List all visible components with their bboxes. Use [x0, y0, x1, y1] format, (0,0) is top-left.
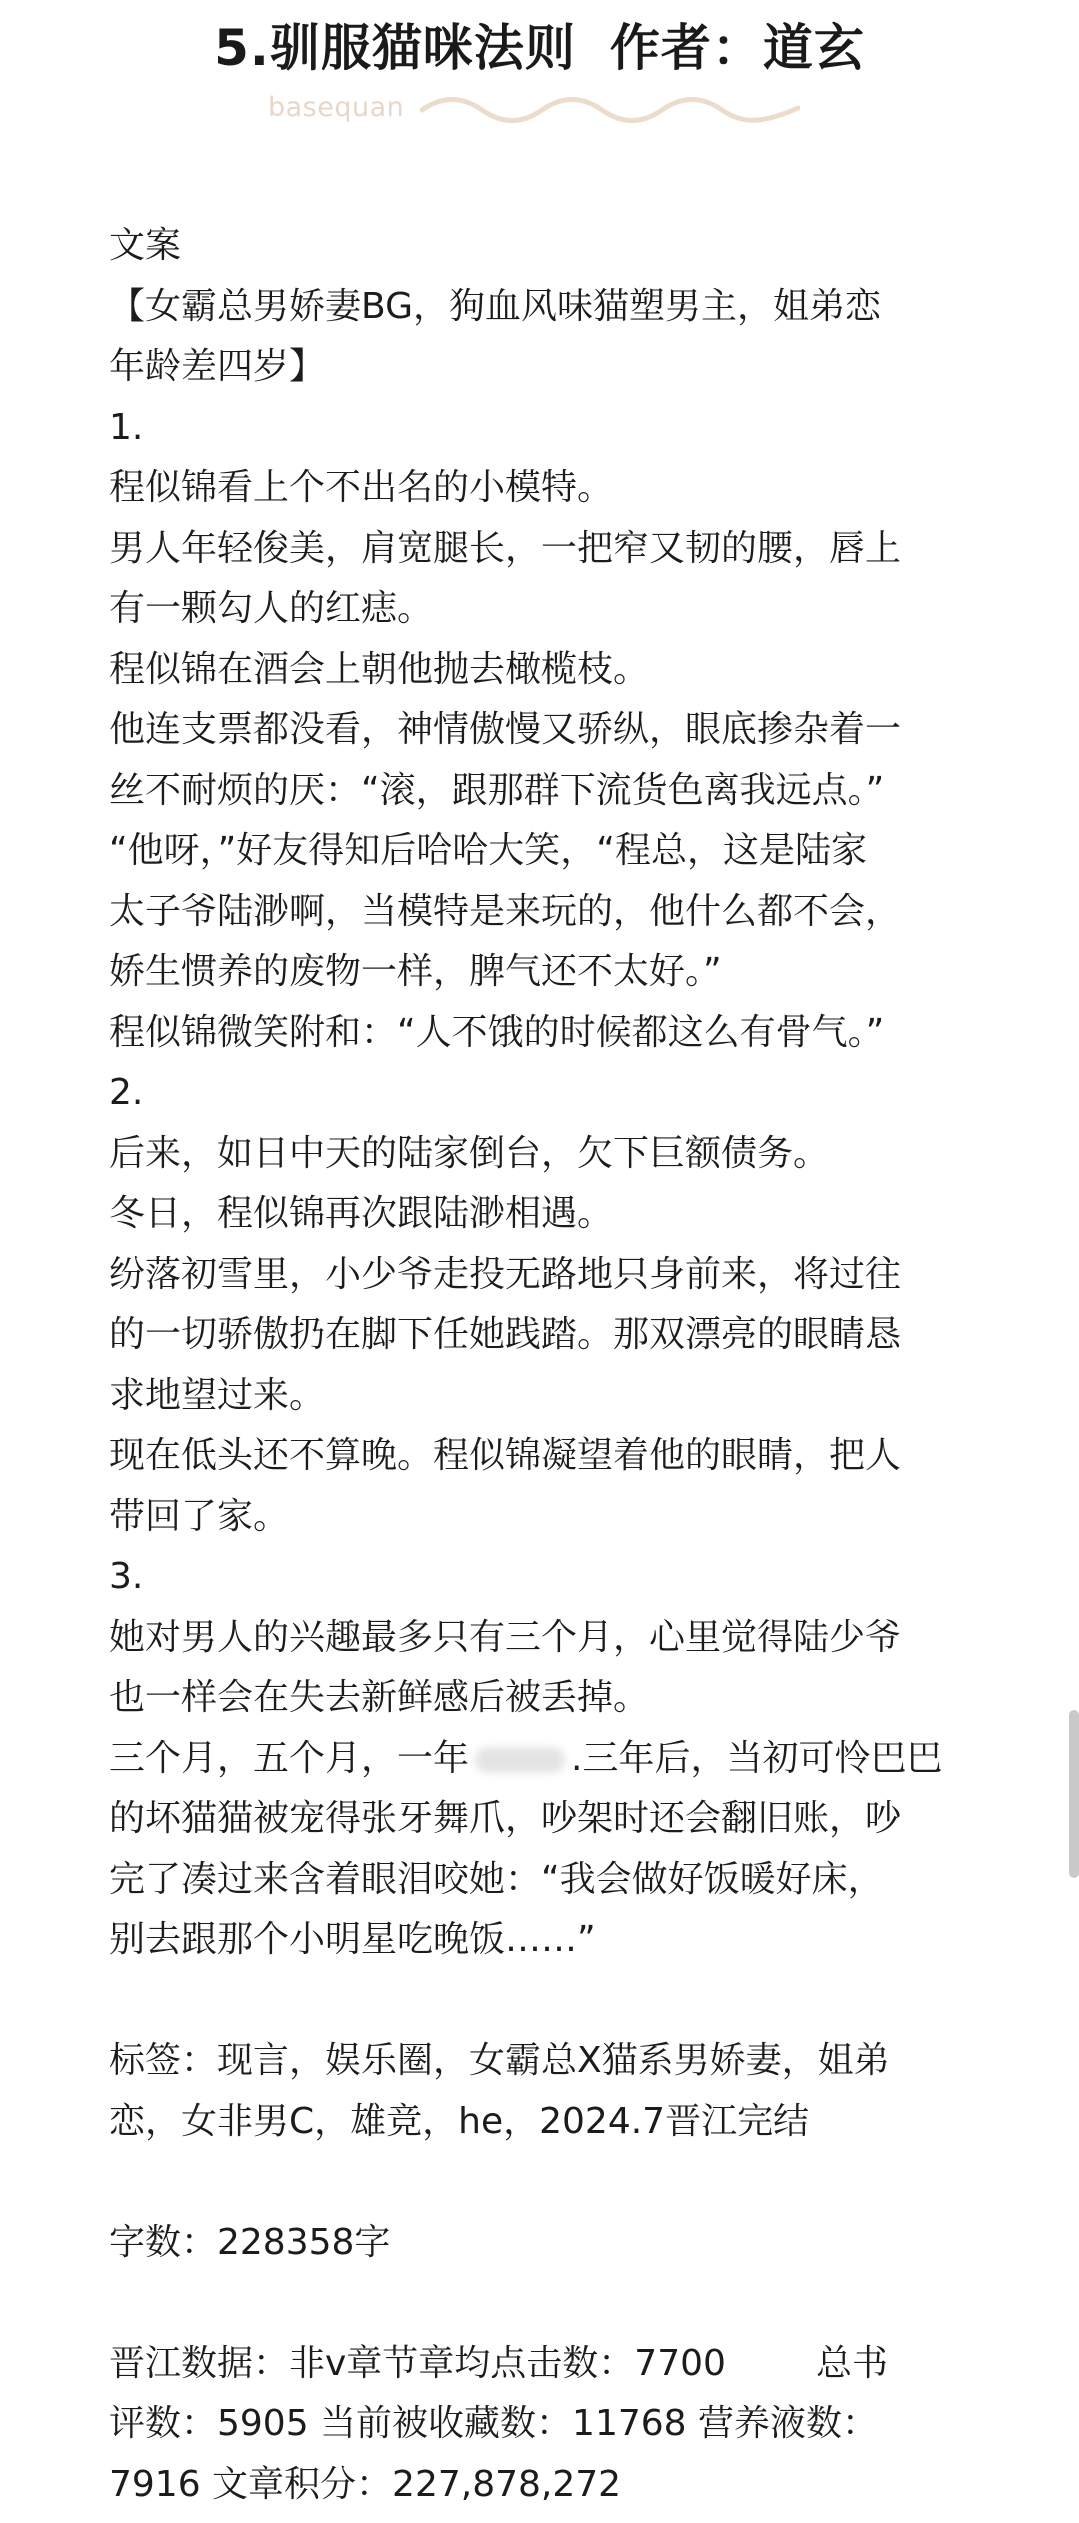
spacer	[109, 1971, 989, 2032]
section-number: 3.	[109, 1556, 144, 1597]
stats-segment: 晋江数据：非v章节章均点击数：7700	[109, 2342, 726, 2384]
watermark-text: basequan	[268, 92, 405, 123]
page-title	[0, 8, 1079, 88]
text-line: 带回了家。	[109, 1495, 290, 1537]
text-line: 求地望过来。	[109, 1374, 326, 1416]
text-line: 程似锦微笑附和：“人不饿的时候都这么有骨气。”	[109, 1011, 885, 1053]
text-line: 程似锦在酒会上朝他抛去橄榄枝。	[109, 648, 650, 690]
section-heading: 文案	[109, 225, 182, 266]
text-line: 完了凑过来含着眼泪咬她：“我会做好饭暖好床，	[109, 1858, 884, 1900]
decorative-wave	[420, 94, 800, 124]
scrollbar-thumb[interactable]	[1069, 1710, 1079, 1878]
text-line: 她对男人的兴趣最多只有三个月，心里觉得陆少爷	[109, 1616, 902, 1658]
word-count: 字数：228358字	[109, 2221, 391, 2263]
tags-line: 恋，女非男C，雄竞，he，2024.7晋江完结	[109, 2100, 810, 2142]
synopsis-body	[109, 216, 989, 2515]
stats-line: 7916 文章积分：227,878,272	[109, 2463, 622, 2505]
text-line: 纷落初雪里，小少爷走投无路地只身前来，将过往	[109, 1253, 902, 1295]
text-line: 太子爷陆渺啊，当模特是来玩的，他什么都不会，	[109, 890, 902, 932]
text-segment: .三年后，当初可怜巴巴	[571, 1737, 943, 1779]
stats-segment: 总书	[815, 2342, 888, 2384]
blurred-patch	[475, 1747, 565, 1773]
text-line: 年龄差四岁】	[109, 346, 326, 387]
book-title: 5.驯服猫咪法则	[214, 19, 576, 77]
tags-line: 标签：现言，娱乐圈，女霸总X猫系男娇妻，姐弟	[109, 2040, 890, 2081]
text-line: 冬日，程似锦再次跟陆渺相遇。	[109, 1193, 614, 1234]
text-line: 丝不耐烦的厌：“滚，跟那群下流货色离我远点。”	[109, 769, 885, 811]
text-line	[109, 1729, 989, 1790]
author-label: 作者：道玄	[609, 19, 865, 77]
text-line: 别去跟那个小明星吃晚饭……”	[109, 1919, 596, 1960]
section-number: 1.	[109, 406, 144, 448]
text-line: 也一样会在失去新鲜感后被丢掉。	[109, 1677, 650, 1718]
text-line: 现在低头还不算晚。程似锦凝望着他的眼睛，把人	[109, 1435, 902, 1476]
section-number: 2.	[109, 1072, 144, 1113]
text-line: 的坏猫猫被宠得张牙舞爪，吵架时还会翻旧账，吵	[109, 1798, 902, 1839]
text-line: 【女霸总男娇妻BG，狗血风味猫塑男主，姐弟恋	[109, 285, 881, 327]
text-segment: 三个月，五个月，一年	[109, 1737, 470, 1779]
text-line: 后来，如日中天的陆家倒台，欠下巨额债务。	[109, 1132, 830, 1174]
text-line: 的一切骄傲扔在脚下任她践踏。那双漂亮的眼睛恳	[109, 1314, 902, 1355]
spacer	[109, 2152, 989, 2213]
spacer	[109, 2273, 989, 2334]
text-line: 他连支票都没看，神情傲慢又骄纵，眼底掺杂着一	[109, 709, 902, 750]
text-line: 男人年轻俊美，肩宽腿长，一把窄又韧的腰，唇上	[109, 527, 902, 569]
stats-line: 评数：5905 当前被收藏数：11768 营养液数：	[109, 2403, 879, 2444]
text-line: 娇生惯养的废物一样，脾气还不太好。”	[109, 951, 722, 992]
text-line: “他呀，”好友得知后哈哈大笑，“程总，这是陆家	[109, 830, 867, 871]
text-line: 有一颗勾人的红痣。	[109, 588, 434, 629]
text-line: 程似锦看上个不出名的小模特。	[109, 467, 614, 508]
stats-line	[109, 2334, 989, 2395]
